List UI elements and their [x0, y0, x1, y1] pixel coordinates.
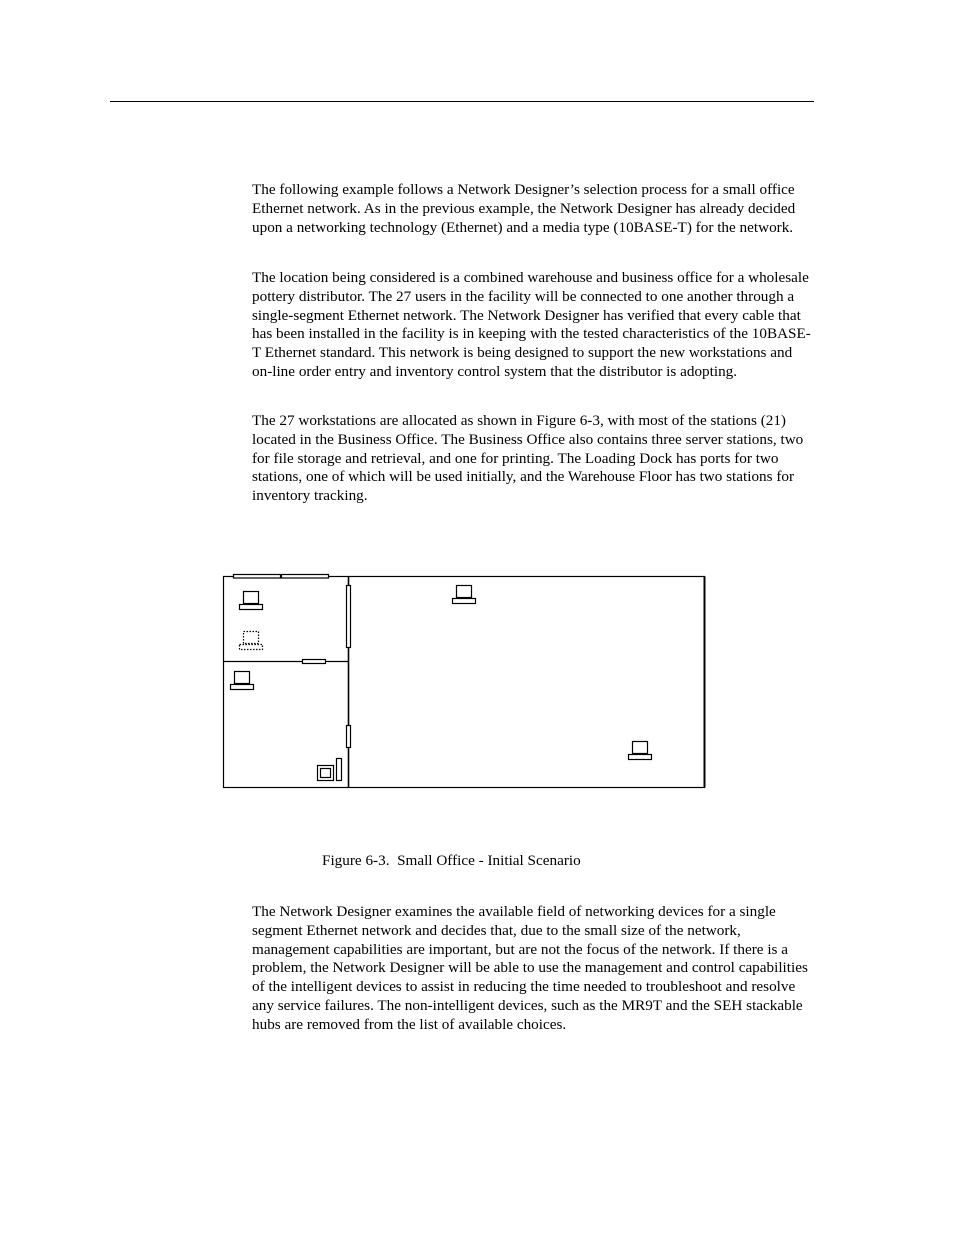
paragraph-workstations: The 27 workstations are allocated as shown in Figure 6-3, with most of the stations (21) located in the Business Office. The Business Office also contains three server stations, two for file storage and retrieval, and one for printing. The Loading Dock has ports for two stations, one of which will be used initially, and the Warehouse Floor has two stations for inventory tracking. — [252, 412, 804, 505]
workstation-icon — [240, 592, 263, 610]
door — [303, 660, 326, 664]
door — [347, 726, 351, 748]
figure-caption: Figure 6-3. Small Office - Initial Scenario — [322, 852, 581, 869]
building-outline — [224, 577, 705, 788]
workstation-icon — [453, 586, 476, 604]
server-icon — [318, 759, 342, 781]
paragraph-intro: The following example follows a Network Designer’s selection process for a small office Ethernet network. As in the previous example, the Network Designer has already decided upon a networking technology (Ethernet) and a media type (10BASE-T) for the network. — [252, 181, 796, 236]
header-rule — [110, 101, 814, 102]
workstation-unused-icon — [240, 632, 263, 650]
window — [234, 575, 281, 579]
paragraph-device-selection: The Network Designer examines the available field of networking devices for a single segment Ethernet network and decides that, due to the small size of the network, management capabilities are important, but are not the focus of the network. If there is a problem, the Network Designer will be able to use the management and control capabilities of the intelligent devices to assist in reducing the time needed to troubleshoot and resolve any service failures. The non-intelligent devices, such as the MR9T and the SEH stackable hubs are removed from the list of available choices. — [252, 903, 808, 1033]
workstation-icon — [629, 742, 652, 760]
workstation-icon — [231, 672, 254, 690]
window — [282, 575, 329, 579]
paragraph-location: The location being considered is a combined warehouse and business office for a wholesale pottery distributor. The 27 users in the facility will be connected to one another through a single-segment Ethernet network. The Network Designer has verified that every cable that has been installed in the facility is in keeping with the tested characteristics of the 10BASE-T Ethernet standard. This network is being designed to support the new workstations and on-line order entry and inventory control system that the distributor is adopting. — [252, 269, 811, 380]
door — [347, 586, 351, 648]
